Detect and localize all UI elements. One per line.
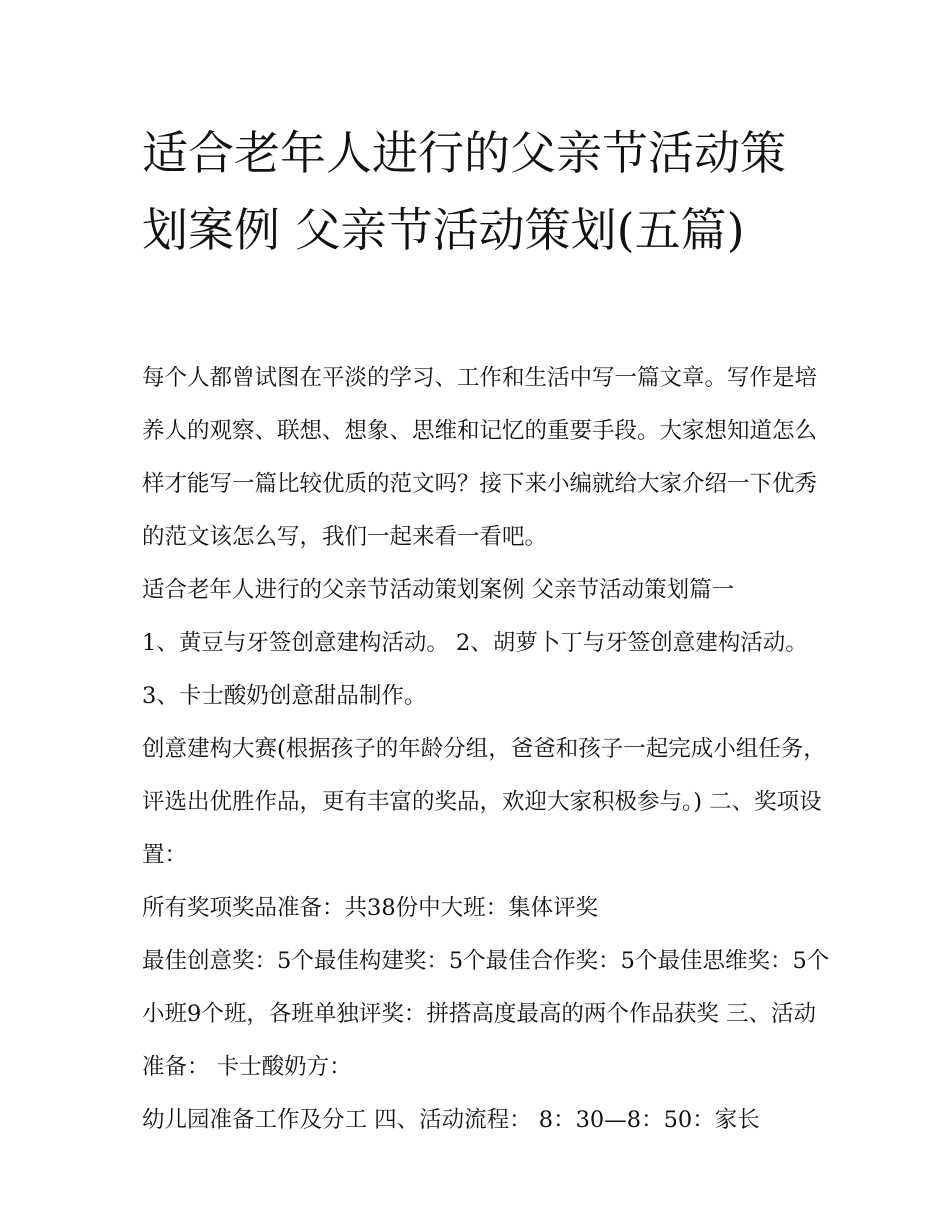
document-title: 适合老年人进行的父亲节活动策划案例 父亲节活动策划(五篇) (142, 126, 786, 257)
document-body (142, 352, 832, 1147)
contest-paragraph: 创意建构大赛(根据孩子的年龄分组，爸爸和孩子一起完成小组任务，评选出优胜作品，更有丰富的奖品，欢迎大家积极参与。) 二、奖项设置： (142, 736, 826, 868)
prize-prep-paragraph: 所有奖项奖品准备：共38份中大班：集体评奖 (142, 895, 599, 921)
workflow-paragraph: 幼儿园准备工作及分工 四、活动流程： 8：30—8：50：家长 (142, 1107, 760, 1133)
awards-paragraph: 最佳创意奖：5个最佳构建奖：5个最佳合作奖：5个最佳思维奖：5个小班9个班，各班单独评奖：拼搭高度最高的两个作品获奖 三、活动准备： 卡士酸奶方： (142, 948, 830, 1080)
intro-paragraph: 每个人都曾试图在平淡的学习、工作和生活中写一篇文章。写作是培养人的观察、联想、想象、思维和记忆的重要手段。大家想知道怎么样才能写一篇比较优质的范文吗？接下来小编就给大家介绍一下优秀的范文该怎么写，我们一起来看一看吧。 (142, 365, 818, 550)
section-heading-paragraph: 适合老年人进行的父亲节活动策划案例 父亲节活动策划篇一 (142, 577, 735, 603)
activity-list-paragraph: 1、黄豆与牙签创意建构活动。 2、胡萝卜丁与牙签创意建构活动。 3、卡士酸奶创意甜品制作。 (142, 630, 808, 709)
